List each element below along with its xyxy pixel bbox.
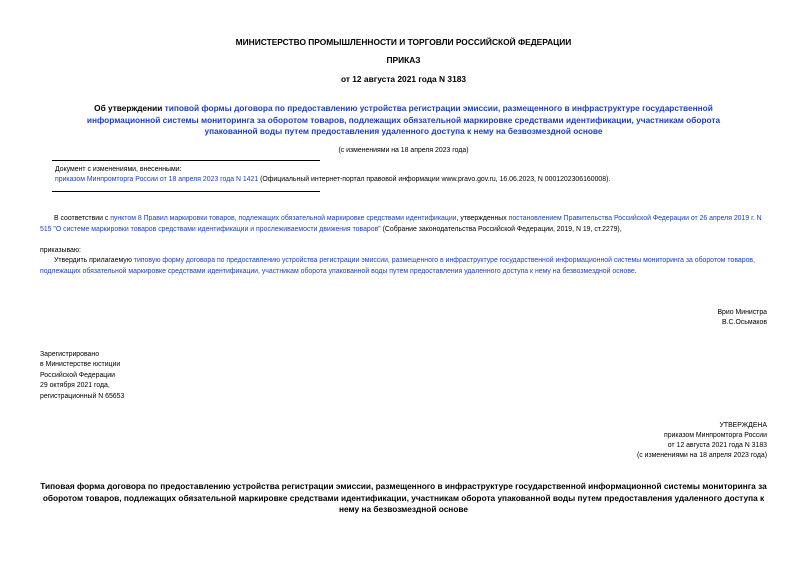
order-text-1: Утвердить прилагаемую [54, 257, 134, 264]
form-title: Типовая форма договора по предоставлению устройства регистрации эмиссии, размещенного в инфраструктуре государственной информационной системы мониторинга за оборотом товаров, подлежащих обязательной маркировке средствами идентификации, участникам оборота упакованной воды путем предоставления удаленного доступа к нему на безвозмездной основе [40, 481, 767, 515]
title-link[interactable]: типовой формы договора по предоставлению устройства регистрации эмиссии, размещенного в инфраструктуре государственной информационной системы мониторинга за оборотом товаров, подлежащих обязательной маркировке средствами идентификации, участникам оборота упакованной воды путем предоставления удаленного доступа к нему на безвозмездной основе [86, 103, 721, 137]
approval-line: УТВЕРЖДЕНА [719, 422, 767, 429]
changes-entry [55, 175, 775, 185]
approval-block [637, 421, 767, 461]
changes-source: (Официальный интернет-портал правовой информации www.pravo.gov.ru, 16.06.2023, N 0001202306160008). [258, 176, 611, 183]
signature-name: В.С.Осьмаков [722, 319, 767, 326]
doc-type-heading: ПРИКАЗ [386, 55, 421, 65]
document-title [60, 103, 747, 138]
order-text-2: . [634, 268, 637, 275]
preamble-text-3: (Собрание законодательства Российской Федерации, 2019, N 19, ст.2279), [380, 226, 622, 233]
changes-label: Документ с изменениями, внесенными: [55, 166, 182, 173]
approval-line: приказом Минпромторга России [664, 432, 767, 439]
title-prefix: Об утверждении [94, 103, 165, 113]
registration-line: регистрационный N 65653 [40, 392, 125, 400]
order-paragraph [40, 255, 770, 277]
preamble-text-1: В соответствии с [54, 215, 111, 222]
changes-bottom-divider [52, 191, 320, 192]
preamble-link-decree[interactable]: постановлением Правительства Российской Федерации от 26 апреля 2019 г. N 515 "О системе маркировки товаров средствами идентификации и прослеживаемости движения товаров" [40, 215, 762, 233]
changes-top-divider [52, 160, 320, 161]
order-link-form[interactable]: типовую форму договора по предоставлению устройства регистрации эмиссии, размещенного в инфраструктуре государственной информационной системы мониторинга за оборотом товаров, подлежащих обязательной маркировке средствами идентификации, участникам оборота упакованной воды путем предоставления удаленного доступа к нему на безвозмездной основе [40, 257, 755, 275]
registration-line: 29 октября 2021 года, [40, 382, 110, 390]
approval-line: от 12 августа 2021 года N 3183 [667, 442, 767, 449]
registration-block [40, 350, 124, 402]
approval-line: (с изменениями на 18 апреля 2023 года) [637, 452, 767, 459]
signature-block [717, 308, 767, 328]
changes-link[interactable]: приказом Минпромторга России от 18 апреля 2023 года N 1421 [55, 176, 259, 183]
revision-note: (с изменениями на 18 апреля 2023 года) [338, 147, 469, 154]
doc-date-heading: от 12 августа 2021 года N 3183 [340, 74, 467, 84]
preamble-paragraph [40, 213, 770, 235]
ministry-heading: МИНИСТЕРСТВО ПРОМЫШЛЕННОСТИ И ТОРГОВЛИ РОССИЙСКОЙ ФЕДЕРАЦИИ [235, 37, 572, 47]
signature-position: Врио Министра [717, 309, 767, 316]
registration-line: Зарегистрировано [40, 351, 100, 358]
order-word: приказываю: [40, 247, 81, 254]
preamble-text-2: , утвержденных [456, 215, 509, 222]
registration-line: в Министерстве юстиции [40, 361, 121, 369]
preamble-link-rules[interactable]: пунктом 8 Правил маркировки товаров, подлежащих обязательной маркировке средствами идентификации [110, 215, 457, 222]
registration-line: Российской Федерации [40, 371, 115, 379]
